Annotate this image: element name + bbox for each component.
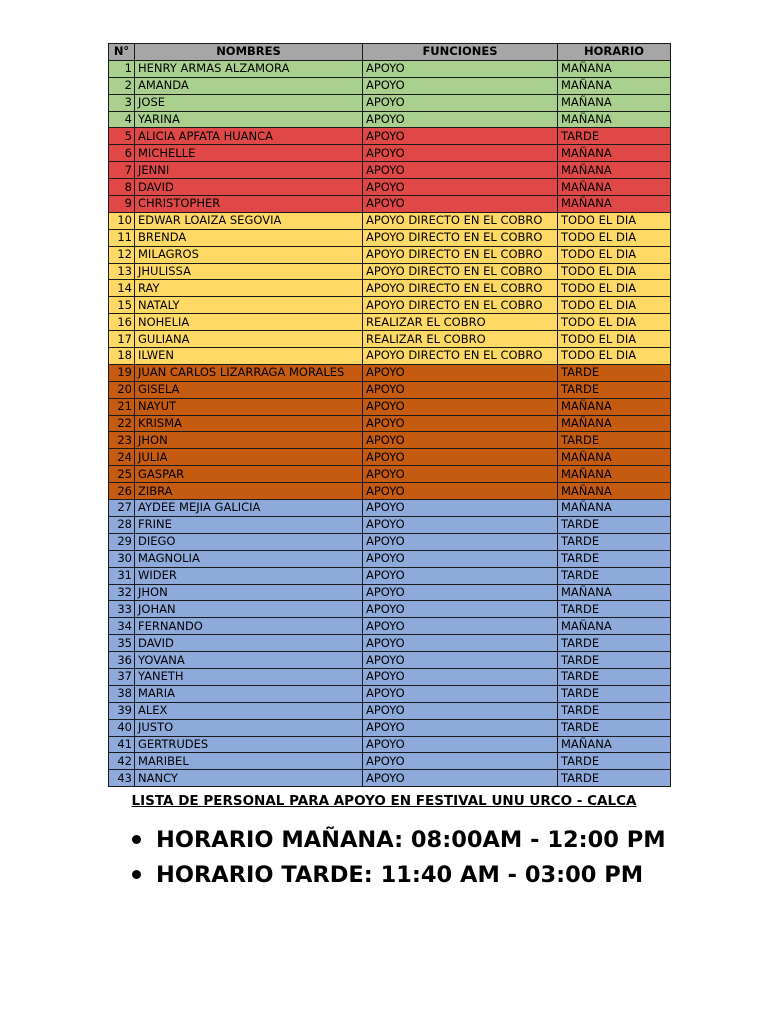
cell-nombre: BRENDA: [135, 229, 363, 246]
cell-num: 32: [109, 584, 135, 601]
cell-num: 1: [109, 60, 135, 77]
cell-funcion: APOYO: [363, 736, 558, 753]
cell-funcion: APOYO: [363, 652, 558, 669]
schedule-list: [132, 822, 666, 892]
cell-nombre: FRINE: [135, 516, 363, 533]
table-row: [109, 331, 671, 348]
cell-funcion: APOYO: [363, 584, 558, 601]
cell-nombre: MILAGROS: [135, 246, 363, 263]
cell-nombre: EDWAR LOAIZA SEGOVIA: [135, 212, 363, 229]
cell-horario: TODO EL DIA: [558, 246, 671, 263]
cell-funcion: APOYO: [363, 111, 558, 128]
cell-funcion: APOYO DIRECTO EN EL COBRO: [363, 246, 558, 263]
cell-num: 13: [109, 263, 135, 280]
cell-funcion: APOYO: [363, 618, 558, 635]
cell-nombre: ZIBRA: [135, 483, 363, 500]
cell-nombre: JUAN CARLOS LIZARRAGA MORALES: [135, 364, 363, 381]
staff-table: [108, 43, 671, 787]
cell-funcion: APOYO: [363, 449, 558, 466]
cell-funcion: APOYO DIRECTO EN EL COBRO: [363, 280, 558, 297]
cell-horario: MAÑANA: [558, 145, 671, 162]
table-row: [109, 516, 671, 533]
table-row: [109, 449, 671, 466]
cell-funcion: APOYO: [363, 415, 558, 432]
cell-num: 21: [109, 398, 135, 415]
cell-horario: TARDE: [558, 753, 671, 770]
cell-num: 36: [109, 652, 135, 669]
cell-num: 43: [109, 770, 135, 787]
cell-horario: TODO EL DIA: [558, 297, 671, 314]
cell-nombre: DAVID: [135, 179, 363, 196]
cell-nombre: MICHELLE: [135, 145, 363, 162]
cell-num: 18: [109, 348, 135, 365]
cell-funcion: APOYO: [363, 719, 558, 736]
header-funciones: FUNCIONES: [363, 44, 558, 61]
cell-horario: MAÑANA: [558, 483, 671, 500]
cell-horario: TARDE: [558, 601, 671, 618]
cell-nombre: JHON: [135, 432, 363, 449]
cell-funcion: APOYO: [363, 398, 558, 415]
cell-num: 9: [109, 196, 135, 213]
cell-horario: TARDE: [558, 702, 671, 719]
table-row: [109, 601, 671, 618]
cell-funcion: APOYO DIRECTO EN EL COBRO: [363, 348, 558, 365]
cell-num: 4: [109, 111, 135, 128]
cell-funcion: APOYO: [363, 550, 558, 567]
table-row: [109, 483, 671, 500]
cell-funcion: APOYO: [363, 753, 558, 770]
table-row: [109, 280, 671, 297]
cell-num: 28: [109, 516, 135, 533]
cell-funcion: APOYO: [363, 432, 558, 449]
table-row: [109, 77, 671, 94]
cell-funcion: APOYO: [363, 128, 558, 145]
cell-funcion: APOYO: [363, 500, 558, 517]
cell-funcion: APOYO: [363, 483, 558, 500]
cell-nombre: JULIA: [135, 449, 363, 466]
cell-nombre: NAYUT: [135, 398, 363, 415]
bullet-icon: [132, 870, 141, 879]
cell-funcion: APOYO DIRECTO EN EL COBRO: [363, 263, 558, 280]
cell-num: 30: [109, 550, 135, 567]
table-body: [109, 60, 671, 786]
cell-num: 8: [109, 179, 135, 196]
cell-nombre: KRISMA: [135, 415, 363, 432]
cell-horario: TARDE: [558, 652, 671, 669]
cell-horario: TARDE: [558, 550, 671, 567]
cell-horario: MAÑANA: [558, 466, 671, 483]
cell-nombre: JOSE: [135, 94, 363, 111]
table-row: [109, 94, 671, 111]
table-row: [109, 770, 671, 787]
cell-horario: MAÑANA: [558, 449, 671, 466]
cell-nombre: GISELA: [135, 381, 363, 398]
cell-num: 41: [109, 736, 135, 753]
table-row: [109, 297, 671, 314]
cell-funcion: APOYO: [363, 567, 558, 584]
cell-num: 37: [109, 668, 135, 685]
cell-funcion: APOYO: [363, 179, 558, 196]
cell-horario: TARDE: [558, 635, 671, 652]
table-row: [109, 128, 671, 145]
cell-horario: TARDE: [558, 364, 671, 381]
cell-nombre: WIDER: [135, 567, 363, 584]
cell-num: 17: [109, 331, 135, 348]
cell-nombre: JOHAN: [135, 601, 363, 618]
cell-horario: TARDE: [558, 432, 671, 449]
cell-num: 3: [109, 94, 135, 111]
table-row: [109, 533, 671, 550]
cell-horario: MAÑANA: [558, 196, 671, 213]
cell-nombre: JENNI: [135, 162, 363, 179]
cell-nombre: MARIA: [135, 685, 363, 702]
cell-horario: TODO EL DIA: [558, 263, 671, 280]
header-nombres: NOMBRES: [135, 44, 363, 61]
schedule-text: HORARIO MAÑANA: 08:00AM - 12:00 PM: [156, 826, 666, 853]
table-row: [109, 685, 671, 702]
cell-funcion: APOYO: [363, 145, 558, 162]
cell-horario: TARDE: [558, 381, 671, 398]
document-caption: LISTA DE PERSONAL PARA APOYO EN FESTIVAL UNU URCO - CALCA: [131, 793, 637, 809]
table-row: [109, 246, 671, 263]
cell-horario: TARDE: [558, 533, 671, 550]
table-row: [109, 111, 671, 128]
table-row: [109, 702, 671, 719]
cell-nombre: AYDEE MEJIA GALICIA: [135, 500, 363, 517]
cell-horario: MAÑANA: [558, 736, 671, 753]
cell-funcion: APOYO: [363, 94, 558, 111]
cell-horario: MAÑANA: [558, 111, 671, 128]
cell-nombre: HENRY ARMAS ALZAMORA: [135, 60, 363, 77]
cell-horario: MAÑANA: [558, 618, 671, 635]
cell-num: 15: [109, 297, 135, 314]
cell-funcion: REALIZAR EL COBRO: [363, 331, 558, 348]
cell-nombre: MAGNOLIA: [135, 550, 363, 567]
cell-nombre: DAVID: [135, 635, 363, 652]
cell-horario: MAÑANA: [558, 77, 671, 94]
cell-num: 42: [109, 753, 135, 770]
cell-funcion: APOYO: [363, 60, 558, 77]
table-row: [109, 567, 671, 584]
cell-funcion: APOYO: [363, 533, 558, 550]
cell-nombre: MARIBEL: [135, 753, 363, 770]
cell-num: 38: [109, 685, 135, 702]
table-row: [109, 179, 671, 196]
header-num: N°: [109, 44, 135, 61]
cell-nombre: ILWEN: [135, 348, 363, 365]
cell-horario: TARDE: [558, 567, 671, 584]
cell-nombre: AMANDA: [135, 77, 363, 94]
table-row: [109, 314, 671, 331]
cell-horario: MAÑANA: [558, 162, 671, 179]
cell-horario: TODO EL DIA: [558, 314, 671, 331]
cell-funcion: APOYO: [363, 601, 558, 618]
table-row: [109, 229, 671, 246]
cell-funcion: APOYO: [363, 635, 558, 652]
cell-nombre: YARINA: [135, 111, 363, 128]
cell-funcion: APOYO: [363, 702, 558, 719]
cell-horario: TARDE: [558, 770, 671, 787]
table-row: [109, 145, 671, 162]
table-row: [109, 162, 671, 179]
cell-horario: TODO EL DIA: [558, 212, 671, 229]
table-row: [109, 348, 671, 365]
cell-num: 16: [109, 314, 135, 331]
cell-horario: TARDE: [558, 668, 671, 685]
table-row: [109, 381, 671, 398]
cell-num: 5: [109, 128, 135, 145]
cell-horario: TARDE: [558, 128, 671, 145]
cell-horario: MAÑANA: [558, 179, 671, 196]
table-row: [109, 398, 671, 415]
cell-horario: TODO EL DIA: [558, 280, 671, 297]
cell-num: 22: [109, 415, 135, 432]
table-row: [109, 500, 671, 517]
table-row: [109, 668, 671, 685]
table-row: [109, 60, 671, 77]
cell-num: 19: [109, 364, 135, 381]
cell-num: 14: [109, 280, 135, 297]
cell-num: 6: [109, 145, 135, 162]
cell-horario: TODO EL DIA: [558, 331, 671, 348]
table-row: [109, 212, 671, 229]
cell-num: 23: [109, 432, 135, 449]
cell-funcion: APOYO DIRECTO EN EL COBRO: [363, 229, 558, 246]
cell-horario: MAÑANA: [558, 584, 671, 601]
cell-horario: TARDE: [558, 685, 671, 702]
cell-nombre: CHRISTOPHER: [135, 196, 363, 213]
cell-num: 12: [109, 246, 135, 263]
cell-horario: MAÑANA: [558, 60, 671, 77]
table-row: [109, 263, 671, 280]
table-row: [109, 652, 671, 669]
cell-num: 26: [109, 483, 135, 500]
cell-num: 24: [109, 449, 135, 466]
cell-num: 25: [109, 466, 135, 483]
cell-nombre: JHULISSA: [135, 263, 363, 280]
cell-nombre: ALEX: [135, 702, 363, 719]
cell-nombre: DIEGO: [135, 533, 363, 550]
table-row: [109, 736, 671, 753]
cell-horario: MAÑANA: [558, 415, 671, 432]
header-horario: HORARIO: [558, 44, 671, 61]
cell-num: 27: [109, 500, 135, 517]
cell-num: 2: [109, 77, 135, 94]
table-row: [109, 364, 671, 381]
cell-num: 33: [109, 601, 135, 618]
cell-nombre: NOHELIA: [135, 314, 363, 331]
cell-funcion: APOYO: [363, 162, 558, 179]
cell-funcion: REALIZAR EL COBRO: [363, 314, 558, 331]
cell-nombre: ALICIA APFATA HUANCA: [135, 128, 363, 145]
cell-nombre: FERNANDO: [135, 618, 363, 635]
cell-nombre: RAY: [135, 280, 363, 297]
cell-funcion: APOYO: [363, 77, 558, 94]
bullet-icon: [132, 835, 141, 844]
cell-funcion: APOYO: [363, 770, 558, 787]
table-row: [109, 584, 671, 601]
cell-funcion: APOYO: [363, 668, 558, 685]
cell-num: 7: [109, 162, 135, 179]
table-header-row: [109, 44, 671, 61]
cell-horario: MAÑANA: [558, 500, 671, 517]
cell-nombre: NANCY: [135, 770, 363, 787]
cell-nombre: GERTRUDES: [135, 736, 363, 753]
table-row: [109, 415, 671, 432]
cell-horario: TODO EL DIA: [558, 229, 671, 246]
table-row: [109, 635, 671, 652]
cell-nombre: GASPAR: [135, 466, 363, 483]
cell-num: 34: [109, 618, 135, 635]
cell-num: 35: [109, 635, 135, 652]
cell-num: 31: [109, 567, 135, 584]
cell-horario: TODO EL DIA: [558, 348, 671, 365]
cell-num: 29: [109, 533, 135, 550]
cell-funcion: APOYO: [363, 364, 558, 381]
cell-horario: MAÑANA: [558, 398, 671, 415]
cell-nombre: NATALY: [135, 297, 363, 314]
table-row: [109, 618, 671, 635]
schedule-item-manana: [132, 822, 666, 857]
cell-nombre: YANETH: [135, 668, 363, 685]
table-row: [109, 719, 671, 736]
cell-nombre: YOVANA: [135, 652, 363, 669]
cell-funcion: APOYO: [363, 685, 558, 702]
cell-horario: TARDE: [558, 719, 671, 736]
cell-funcion: APOYO: [363, 516, 558, 533]
cell-num: 40: [109, 719, 135, 736]
cell-num: 10: [109, 212, 135, 229]
cell-funcion: APOYO DIRECTO EN EL COBRO: [363, 212, 558, 229]
cell-num: 20: [109, 381, 135, 398]
schedule-text: HORARIO TARDE: 11:40 AM - 03:00 PM: [156, 861, 644, 888]
cell-funcion: APOYO: [363, 196, 558, 213]
table-row: [109, 196, 671, 213]
table-row: [109, 466, 671, 483]
cell-nombre: JHON: [135, 584, 363, 601]
cell-horario: MAÑANA: [558, 94, 671, 111]
schedule-item-tarde: [132, 857, 666, 892]
cell-funcion: APOYO: [363, 466, 558, 483]
cell-num: 39: [109, 702, 135, 719]
cell-horario: TARDE: [558, 516, 671, 533]
table-row: [109, 753, 671, 770]
cell-num: 11: [109, 229, 135, 246]
cell-funcion: APOYO DIRECTO EN EL COBRO: [363, 297, 558, 314]
table-row: [109, 432, 671, 449]
cell-nombre: JUSTO: [135, 719, 363, 736]
table-row: [109, 550, 671, 567]
cell-nombre: GULIANA: [135, 331, 363, 348]
cell-funcion: APOYO: [363, 381, 558, 398]
